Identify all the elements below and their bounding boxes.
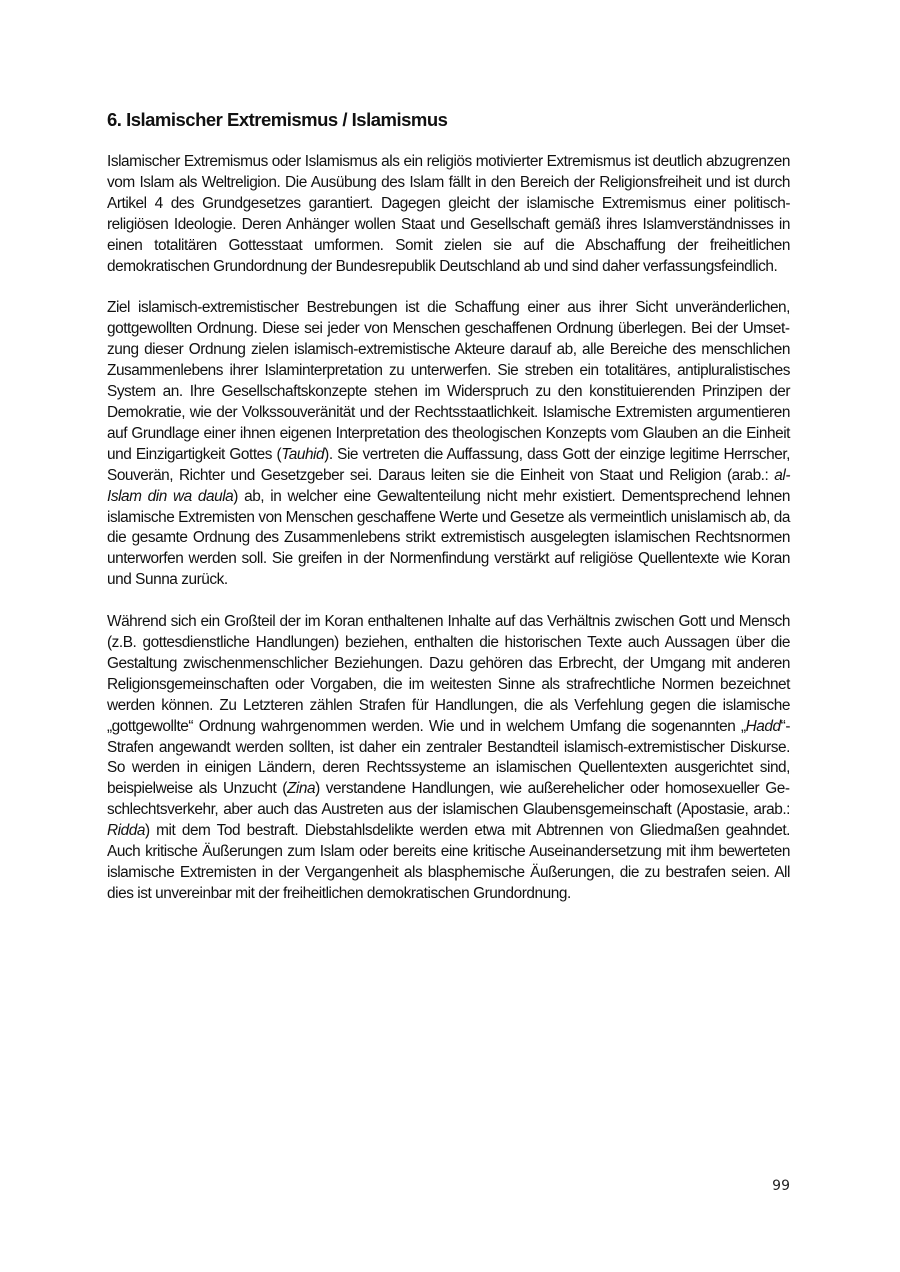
section-heading: 6. Islamischer Extremismus / Islamismus — [107, 109, 448, 130]
italic-term: al-Islam din wa daula — [107, 466, 790, 505]
text-run: Ziel islamisch-extremistischer Bestrebungen ist die Schaffung einer aus ihrer Sicht unveränderlichen, gottgewollten Ordnung. Diese sei jeder von Menschen geschaffenen Ordnung überlegen. Bei der Umsetzung dieser Ordnung zielen islamisch-extremistische Akteure darauf ab, alle Bereiche des menschlichen Zusammenlebens ihrer Islaminterpretation zu unterwerfen. Sie streben ein totalitäres, antipluralistisches System an. Ihre Gesellschaftskonzepte stehen im Widerspruch zu den konstituierenden Prinzipen der Demokratie, wie der Volkssouveränität und der Rechtsstaatlichkeit. Islamische Extremisten argumentieren auf Grundlage einer ihnen eigenen Interpretation des theologischen Konzepts vom Glauben an die Einheit und Einzigartigkeit Gottes ( — [107, 299, 790, 463]
paragraph — [107, 612, 790, 905]
text-run: ) verstandene Handlungen, wie außerehelicher oder homosexueller Geschlechtsverkehr, aber auch das Austreten aus der islamischen Glaubensgemeinschaft (Apostasie, arab.: — [107, 780, 790, 819]
italic-term: Hadd — [745, 717, 781, 735]
italic-term: Tauhid — [281, 445, 325, 463]
paragraph — [107, 152, 790, 277]
paragraph — [107, 298, 790, 591]
body-text — [107, 152, 790, 905]
text-run: Während sich ein Großteil der im Koran enthaltenen Inhalte auf das Verhältnis zwischen Gott und Mensch (z.B. gottesdienstliche Handlungen) beziehen, enthalten die historischen Texte auch Aussagen über die Gestaltung zwischenmenschlicher Beziehungen. Dazu gehören das Erbrecht, der Umgang mit anderen Religionsgemeinschaften oder Vorgaben, die im weitesten Sinne als strafrechtliche Normen bezeichnet werden können. Zu Letzteren zählen Strafen für Handlungen, die als Verfehlung gegen die islamische „gottgewollte“ Ordnung wahrgenommen werden. Wie und in welchem Umfang die sogenannten „ — [107, 613, 790, 735]
italic-term: Ridda — [107, 822, 145, 840]
text-run: ) mit dem Tod bestraft. Diebstahlsdelikte werden etwa mit Abtrennen von Gliedmaßen geahndet. Auch kritische Äußerungen zum Islam oder bereits eine kritische Auseinandersetzung mit ihm bewerteten islamische Extremisten in der Vergangenheit als blasphemische Äußerungen, die zu bestrafen seien. All dies ist unvereinbar mit der freiheitlichen demokratischen Grundordnung. — [107, 822, 790, 902]
text-run: “-Strafen angewandt werden sollten, ist daher ein zentraler Bestandteil islamisch-extremistischer Diskurse. So werden in einigen Ländern, deren Rechtssysteme an islamischen Quellentexten ausgerichtet sind, beispielweise als Unzucht ( — [107, 717, 790, 798]
text-run: ) ab, in welcher eine Gewaltenteilung nicht mehr existiert. Dementsprechend lehnen islamische Extremisten von Menschen geschaffene Werte und Gesetze als vermeintlich unislamisch ab, da die gesamte Ordnung des Zusammenlebens strikt extremistisch ausgelegten islamischen Rechtsnormen unterworfen werden soll. Sie greifen in der Normenfindung verstärkt auf religiöse Quellentexte wie Koran und Sunna zurück. — [107, 487, 791, 589]
page-content — [107, 108, 790, 926]
text-run: ). Sie vertreten die Auffassung, dass Gott der einzige legitime Herrscher, Souverän, Richter und Gesetzgeber sei. Daraus leiten sie die Einheit von Staat und Religion (arab.: — [107, 445, 790, 484]
italic-term: Zina — [286, 780, 316, 798]
page-number: 99 — [772, 1178, 790, 1194]
text-run: Islamischer Extremismus oder Islamismus als ein religiös motivierter Extremismus ist deutlich abzugrenzen vom Islam als Weltreligion. Die Ausübung des Islam fällt in den Bereich der Religionsfreiheit und ist durch Artikel 4 des Grundgesetzes garantiert. Dagegen gleicht der islamische Extremismus einer politisch-religiösen Ideologie. Deren Anhänger wollen Staat und Gesellschaft gemäß ihres Islamverständnisses in einen totalitären Gottesstaat umformen. Somit zielen sie auf die Abschaffung der freiheitlichen demokratischen Grundordnung der Bundesrepublik Deutschland ab und sind daher verfassungsfeindlich. — [107, 153, 790, 275]
